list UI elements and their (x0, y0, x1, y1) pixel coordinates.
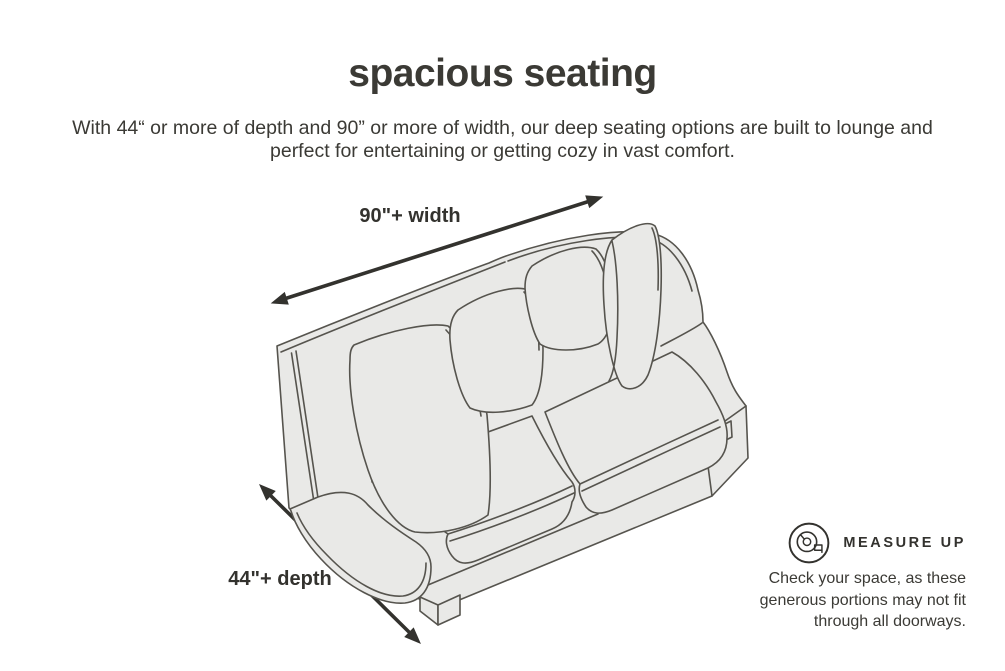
measure-up-note: Check your space, as these generous portions may not fit through all doorways. (759, 570, 966, 630)
sofa-illustration (277, 224, 748, 625)
width-dimension-label: 90"+ width (359, 205, 461, 227)
page-title: spacious seating (348, 52, 657, 95)
depth-dimension-label: 44"+ depth (228, 568, 332, 590)
measure-up-heading: MEASURE UP (843, 535, 966, 551)
tape-measure-icon (788, 522, 830, 564)
page-subtitle: With 44“ or more of depth and 90” or more of width, our deep seating options are built to lounge and perfect for entertaining or getting cozy in vast comfort. (72, 117, 933, 162)
measure-up-section (740, 521, 966, 633)
measure-up-header (740, 521, 966, 565)
